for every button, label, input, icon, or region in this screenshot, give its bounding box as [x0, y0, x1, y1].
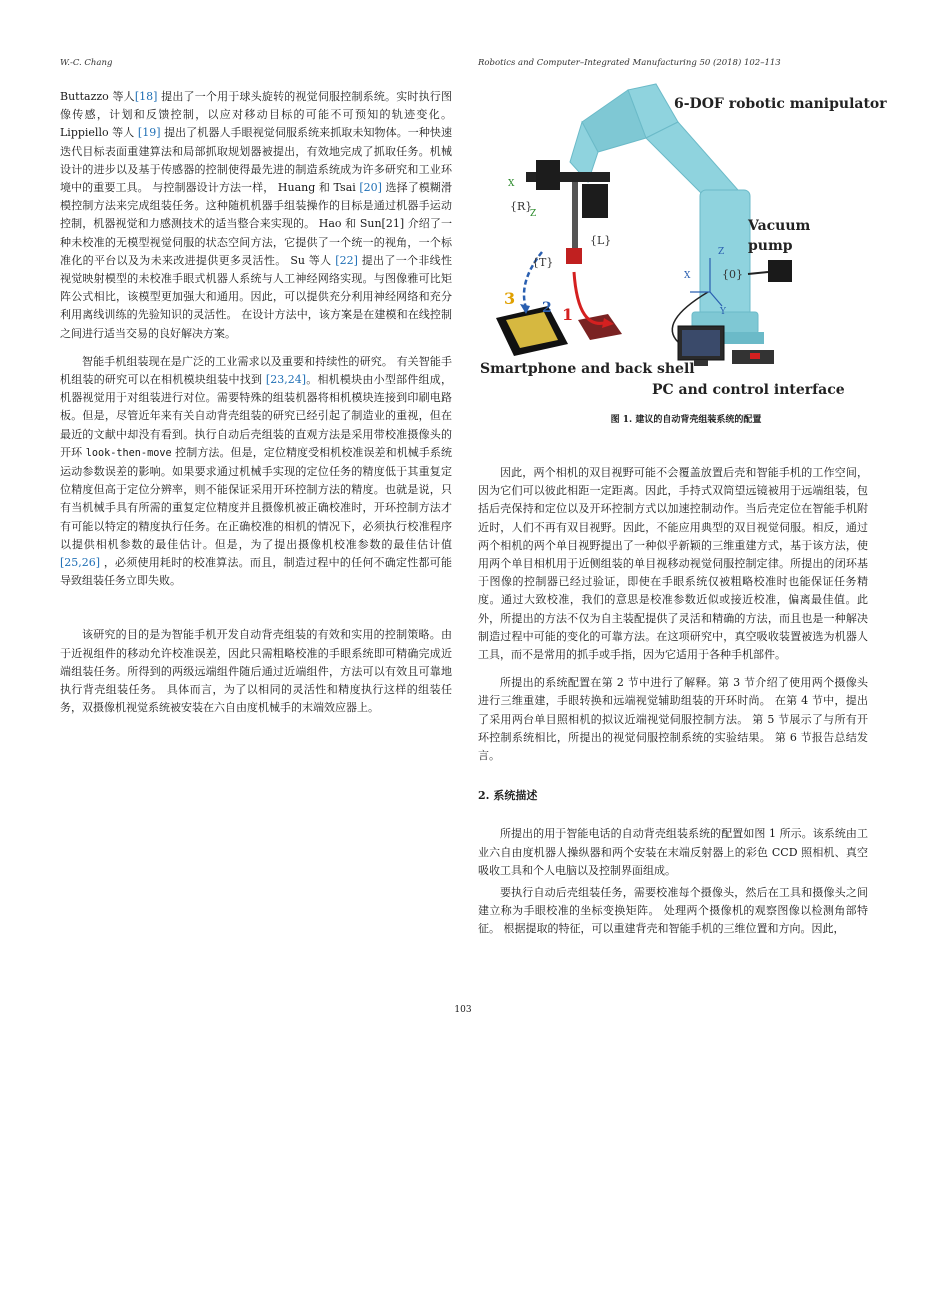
code-term: look-then-move [85, 447, 172, 459]
step-label-3: 3 [504, 289, 516, 308]
figure-caption: 图 1. 建议的自动背壳组装系统的配置 [610, 415, 762, 425]
text-run: 提出了机器人手眼视觉伺服系统来抓取未知物体。一种快速迭代目标表面重建算法和局部抓取规划器被提出，有效地完成了抓取任务。机械设计的进步以及基于传感器的控制使得最先进的制造系统成为许多研究和工业环境中的重要工具。 与控制器设计方法一样， Huang 和 Tsai [60, 126, 452, 195]
text-run: 提出了一个用于球头旋转的视觉伺服控制系统。实时执行图像传感，计划和反馈控制，以应对移动目标的可能不可预知的轨迹变化。Lippiello 等人 [60, 90, 452, 140]
text-run: ，必须使用耗时的校准算法。而且，制造过程中的任何不确定性都可能导致组装任务立即失败。 [60, 556, 452, 588]
vacuum-pump-drawing [748, 260, 792, 282]
citation-link[interactable]: [23,24] [265, 373, 306, 387]
end-effector-cameras [526, 160, 610, 264]
axis-label-z: Z [718, 247, 725, 257]
text-run: Buttazzo 等人 [60, 90, 135, 103]
citation-link[interactable]: [19] [137, 126, 161, 140]
frame-label-L: {L} [590, 234, 612, 247]
step-label-2: 2 [542, 300, 552, 316]
citation-link[interactable]: [22] [335, 253, 358, 267]
citation-link[interactable]: [20] [359, 181, 382, 195]
vacuum-label-line1: Vacuum [748, 218, 811, 234]
citation-link[interactable]: [25,26] [60, 556, 101, 570]
citation-link[interactable]: [18] [134, 90, 158, 103]
text-run: 智能手机组装现在是广泛的工业需求以及重要和持续性的研究。 有关智能手机组装的研究可以在相机模块组装中找到 [60, 354, 452, 387]
running-header-journal: Robotics and Computer–Integrated Manufacturing 50 (2018) 102–113 [478, 58, 781, 68]
paragraph: 所提出的系统配置在第 2 节中进行了解释。第 3 节介绍了使用两个摄像头进行三维重建，手眼转换和远端视觉辅助组装的开环时尚。 在第 4 节中，提出了采用两台单目照相机的拟议近端视觉伺服控制方法。 第 5 节展示了与所有开环控制系统相比，所提出的视觉伺服控制系统的实验结果。 第 6 节报告总结发言。 [478, 676, 868, 763]
paragraph: 所提出的用于智能电话的自动背壳组装系统的配置如图 1 所示。该系统由工业六自由度机器人操纵器和两个安装在末端反射器上的彩色 CCD 照相机、真空吸收工具和个人电脑以及控制界面组成。 [478, 827, 868, 877]
step-label-1: 1 [562, 305, 574, 324]
paragraph: 因此，两个相机的双目视野可能不会覆盖放置后壳和智能手机的工作空间，因为它们可以彼此相距一定距离。因此，手持式双筒望远镜被用于远端组装，包括后壳保持和定位以及开环控制方式以加速控制动作。当后壳定位在智能手机附近时，人们不再有双目视野。因此，不能应用典型的双目视觉伺服。相反，通过两个相机的两个单目视野提出了一种似乎新颖的三维重建方式，基于该方法，使用两个单目相机用于近侧组装的单目视移动视觉伺服控制定律。所提出的闭环基于图像的控制器已经过验证，即使在手眼系统仅被粗略校准时也能保证任务精度。通过大致校准，我们的意思是校准参数近似或接近校准，偏离最佳值。此外，所提出的方法不仅为自主装配提供了灵活和精确的方法，而且也是一种解决制造过程中可能的变化的可靠方法。在这项研究中，真空吸收装置被选为机器人工具，而不是常用的抓手或手指，因为它适用于各种手机部件。 [478, 466, 868, 662]
vacuum-label-line2: pump [748, 238, 793, 254]
figure-label-phone: Smartphone and back shell [480, 361, 695, 377]
paragraph: 该研究的目的是为智能手机开发自动背壳组装的有效和实用的控制策略。由于近视组件的移动允许校准误差，因此只需粗略校准的手眼系统即可精确完成近端组装任务。所得到的两级远端组件随后通过近端组件，方法可以有效且可靠地执行背壳组装任务。 具体而言，为了以相同的灵活性和精度执行这样的组装任务，双摄像机视觉系统被安装在六自由度机械手的末端效应器上。 [60, 628, 452, 715]
figure-1-system-configuration [478, 82, 888, 402]
paragraph [60, 353, 452, 591]
axis-label-y: Y [720, 307, 726, 317]
text-run: 提出了一个非线性视觉映射模型的未校准手眼式机器人系统与人工神经网络实现。与图像雅可比矩阵公式相比，该模型更加强大和通用。因此，可以提供充分利用神经网络和充分利用离线训练的先验知识的灵活性。 在设计方法中，该方案是在建模和在线控制之间进行适当交易的良好解决方案。 [60, 253, 453, 340]
frame-label-T: {T} [532, 256, 554, 269]
left-column [60, 88, 452, 718]
figure-label-vacuum [747, 218, 811, 254]
smartphone-drawing [496, 306, 622, 356]
figure-label-pc: PC and control interface [652, 382, 845, 398]
axis-label-z: Z [530, 209, 537, 219]
right-column [478, 464, 868, 939]
frame-label-R: {R} [510, 200, 533, 213]
axis-label-x: X [508, 179, 515, 189]
section-heading: 2. 系统描述 [478, 789, 538, 803]
figure-label-manipulator: 6-DOF robotic manipulator [674, 96, 887, 112]
axis-label-x: X [684, 271, 691, 281]
text-run: 选择了模糊滑模控制方法来完成组装任务。这种随机机器手组装操作的目标是通过机器手运动控制，机器视觉和力感测技术的适当整合来实现的。 Hao 和 Sun[21] 介绍了一种未校准的无模型视觉伺服的状态空间方法，它提供了一个统一的视角，一个标准化的平台以及为未来改进提供更多灵活性。 Su 等人 [60, 181, 452, 267]
running-header-author: W.-C. Chang [60, 58, 113, 68]
frame-label-0: {0} [722, 268, 743, 281]
text-run: 。相机模块由小型部件组成，机器视觉用于对组装进行对位。需要特殊的组装机器将相机模块连接到印刷电路板。但是，尽管近年来有关自动背壳组装的研究已经引起了制造业的重视，但在最近的文献中却没有看到。执行自动后壳组装的直观方法是采用带校准摄像头的开环 [60, 373, 452, 459]
page-number: 103 [454, 1005, 472, 1015]
paragraph [60, 88, 452, 343]
paragraph: 要执行自动后壳组装任务，需要校准每个摄像头，然后在工具和摄像头之间建立称为手眼校准的坐标变换矩阵。 处理两个摄像机的观察图像以检测角部特征。 根据提取的特征，可以重建背壳和智能手机的三维位置和方向。因此， [478, 886, 868, 936]
text-run: 控制方法。但是，定位精度受相机校准误差和机械手系统运动参数误差的影响。如果要求通过机械手实现的定位任务的精度低于其重复定位精度但高于定位分辨率，则不能保证采用开环控制方法的精度。也就是说，只有当机械手具有所需的重复定位精度并且摄像机被正确校准时，开环控制方法才有可能以特定的精度执行任务。在正确校准的相机的情况下，必须执行校准程序以提供相机参数的最佳估计。但是，为了提出摄像机校准参数的最佳估计值 [60, 445, 453, 551]
